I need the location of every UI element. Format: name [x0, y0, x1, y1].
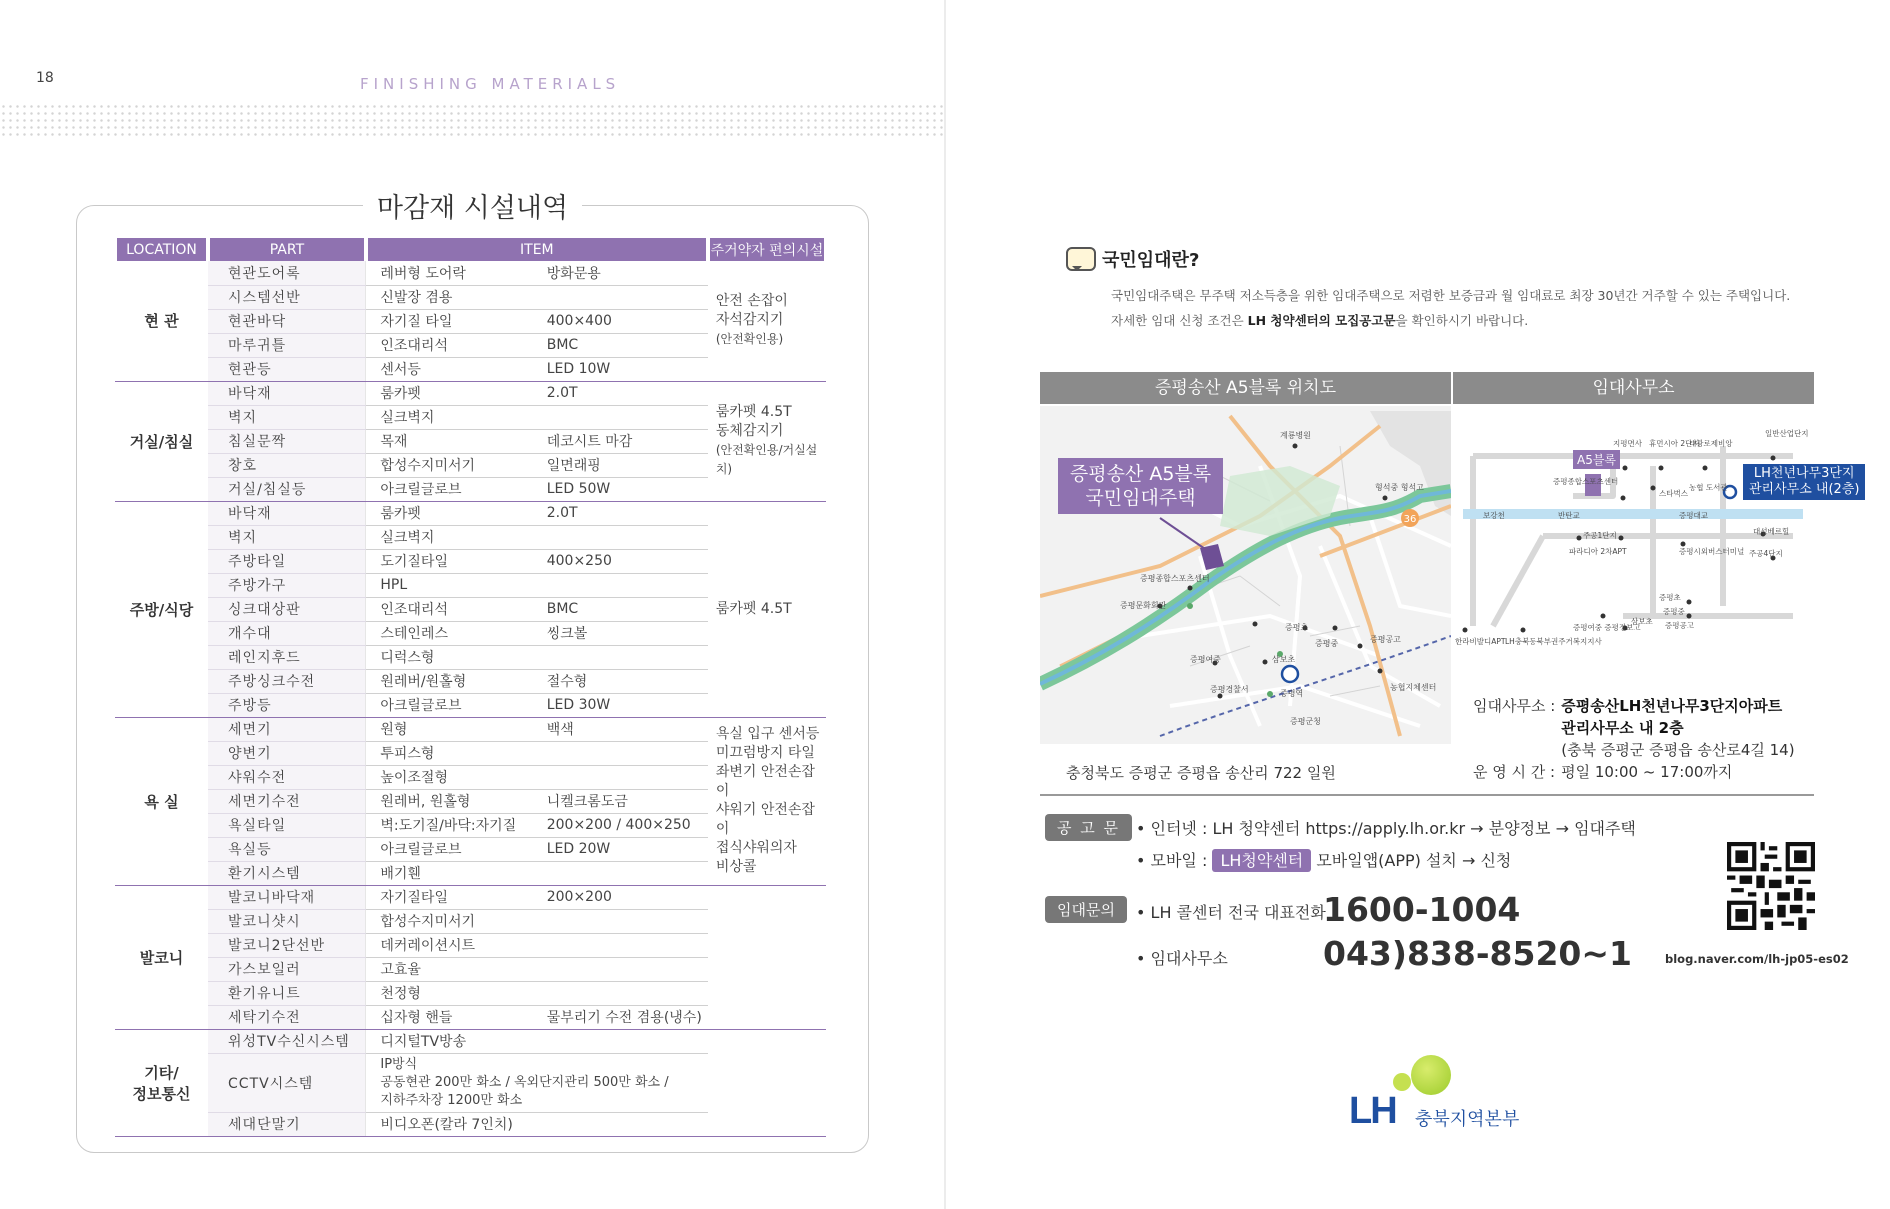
part-cell: 환기시스템	[208, 861, 366, 885]
svg-text:주공1단지: 주공1단지	[1583, 531, 1617, 540]
table-header-row	[115, 238, 826, 261]
convenience-item: 접식샤워의자	[715, 840, 797, 856]
panel-title: 마감재 시설내역	[0, 186, 945, 225]
part-cell: 발코니바닥재	[208, 885, 366, 909]
table-row	[115, 381, 826, 405]
svg-text:증평공고: 증평공고	[1370, 635, 1401, 644]
svg-text:삼보초: 삼보초	[1272, 655, 1296, 664]
item-cell: 자기질 타일	[366, 309, 533, 333]
convenience-item: 비상콜	[715, 859, 757, 875]
convenience-item: 동체감지기	[715, 423, 784, 439]
item-spec-cell: BMC	[533, 597, 708, 621]
item-cell: 배기휀	[366, 861, 533, 885]
part-cell: 주방싱크수전	[208, 669, 366, 693]
item-cell: 신발장 겸용	[366, 285, 533, 309]
item-spec-cell: 니켈크롬도금	[533, 789, 708, 813]
svg-text:반탄교: 반탄교	[1558, 511, 1580, 520]
office-value-1: 증평송산LH천년나무3단지아파트	[1561, 697, 1783, 715]
svg-text:지평면사: 지평면사	[1613, 439, 1642, 448]
part-cell: 욕실타일	[208, 813, 366, 837]
part-cell: 발코니샷시	[208, 909, 366, 933]
location-cell: 욕 실	[115, 717, 208, 885]
item-spec-cell	[533, 1112, 708, 1136]
convenience-item: 좌변기 안전손잡이	[715, 764, 815, 799]
part-cell: 주방타일	[208, 549, 366, 573]
item-cell: 고효율	[366, 957, 533, 981]
part-cell: 거실/침실등	[208, 477, 366, 501]
header-item: ITEM	[366, 238, 708, 261]
svg-text:증평대교: 증평대교	[1679, 511, 1708, 520]
item-cell: 아크릴글로브	[366, 693, 533, 717]
item-cell: 인조대리석	[366, 597, 533, 621]
item-cell: 원형	[366, 717, 533, 741]
item-cell: 인조대리석	[366, 333, 533, 357]
svg-text:증평종합스포츠센터: 증평종합스포츠센터	[1140, 574, 1210, 583]
part-cell: 개수대	[208, 621, 366, 645]
dot-pattern-divider	[0, 103, 945, 137]
item-cell: 목재	[366, 429, 533, 453]
item-cell: 합성수지미서기	[366, 453, 533, 477]
blog-url: blog.naver.com/lh-jp05-es02	[1665, 952, 1849, 966]
convenience-item: 룸카펫 4.5T	[715, 404, 792, 420]
item-cell: 아크릴글로브	[366, 477, 533, 501]
location-cell: 주방/식당	[115, 501, 208, 717]
part-cell: 주방등	[208, 693, 366, 717]
item-cell: 자기질타일	[366, 885, 533, 909]
item-cell: 벽:도기질/바닥:자기질	[366, 813, 533, 837]
item-spec-cell: 백색	[533, 717, 708, 741]
part-cell: 세대단말기	[208, 1112, 366, 1136]
item-spec-cell: 400×250	[533, 549, 708, 573]
svg-text:증평중: 증평중	[1663, 607, 1685, 616]
svg-text:삼보초: 삼보초	[1631, 617, 1653, 626]
item-cell: HPL	[366, 573, 533, 597]
item-cell: 데커레이션시트	[366, 933, 533, 957]
notice-pill: 공 고 문	[1045, 814, 1132, 841]
intro-line-2: 자세한 임대 신청 조건은 LH 청약센터의 모집공고문을 확인하시기 바랍니다.	[1111, 313, 1529, 328]
svg-text:대성베르힐: 대성베르힐	[1753, 527, 1790, 536]
item-spec-cell	[533, 741, 708, 765]
item-cell: 투피스형	[366, 741, 533, 765]
item-cell: 실크벽지	[366, 525, 533, 549]
svg-text:형석중 형석고: 형석중 형석고	[1375, 483, 1424, 492]
table-body	[115, 261, 826, 1136]
part-cell: 현관등	[208, 357, 366, 381]
item-cell: 룸카펫	[366, 381, 533, 405]
svg-text:증평경찰서: 증평경찰서	[1210, 685, 1249, 694]
svg-text:증평공고: 증평공고	[1665, 621, 1694, 630]
item-spec-cell	[533, 1029, 708, 1053]
svg-text:농협 도서관: 농협 도서관	[1689, 483, 1728, 492]
item-spec-cell	[533, 909, 708, 933]
part-cell: 욕실등	[208, 837, 366, 861]
svg-text:주공4단지: 주공4단지	[1749, 549, 1783, 558]
office-value-2: 관리사무소 내 2층	[1561, 719, 1684, 737]
part-cell: 싱크대상판	[208, 597, 366, 621]
item-spec-cell	[533, 933, 708, 957]
item-spec-cell: 200×200	[533, 885, 708, 909]
convenience-cell	[708, 381, 826, 501]
part-cell: 샤워수전	[208, 765, 366, 789]
table-row	[115, 261, 826, 285]
inquiry-call-number: 1600-1004	[1323, 890, 1521, 929]
table-row	[115, 1029, 826, 1053]
location-cell: 발코니	[115, 885, 208, 1029]
convenience-cell	[708, 261, 826, 381]
part-cell: 침실문짝	[208, 429, 366, 453]
part-cell: 발코니2단선반	[208, 933, 366, 957]
item-cell: 아크릴글로브	[366, 837, 533, 861]
svg-text:증평역: 증평역	[1280, 689, 1304, 698]
part-cell: CCTV시스템	[208, 1053, 366, 1112]
convenience-cell	[708, 885, 826, 1029]
part-cell: 마루귀틀	[208, 333, 366, 357]
svg-text:대광로제비앙: 대광로제비앙	[1689, 439, 1733, 448]
item-cell: 십자형 핸들	[366, 1005, 533, 1029]
location-cell: 현 관	[115, 261, 208, 381]
item-cell: 천정형	[366, 981, 533, 1005]
intro-line-1: 국민임대주택은 무주택 저소득층을 위한 임대주택으로 저렴한 보증금과 월 임대료로 최장 30년간 거주할 수 있는 주택입니다.	[1111, 288, 1791, 303]
item-cell: 비디오폰(칼라 7인치)	[366, 1112, 533, 1136]
part-cell: 위성TV수신시스템	[208, 1029, 366, 1053]
office-site-label: A5블록	[1573, 450, 1620, 469]
intro-heading-text: 국민임대란?	[1102, 250, 1200, 271]
item-cell: 디럭스형	[366, 645, 533, 669]
convenience-item: 안전 손잡이	[715, 293, 788, 310]
item-spec-cell: LED 10W	[533, 357, 708, 381]
logo-text: 충북지역본부	[1415, 1109, 1520, 1130]
tab-location-map: 증평송산 A5블록 위치도	[1040, 372, 1451, 404]
item-spec-cell: LED 30W	[533, 693, 708, 717]
svg-text:농협지체센터: 농협지체센터	[1390, 683, 1437, 692]
table-row	[115, 717, 826, 741]
item-cell: 높이조절형	[366, 765, 533, 789]
logo-mark: LH	[1349, 1090, 1396, 1132]
office-label: 임대사무소 :	[1473, 697, 1556, 715]
hours-value: 평일 10:00 ~ 17:00까지	[1561, 763, 1733, 781]
station-marker	[1282, 666, 1298, 682]
svg-text:스타벅스: 스타벅스	[1659, 489, 1688, 498]
item-cell: 스테인레스	[366, 621, 533, 645]
svg-text:파라디아 2차APT: 파라디아 2차APT	[1569, 547, 1627, 556]
item-cell: 룸카펫	[366, 501, 533, 525]
location-cell: 기타/ 정보통신	[115, 1029, 208, 1136]
speech-bubble-icon	[1066, 247, 1096, 271]
item-spec-cell: 200×200 / 400×250	[533, 813, 708, 837]
part-cell: 현관바닥	[208, 309, 366, 333]
notice-mobile: • 모바일 : LH청약센터 모바일앱(APP) 설치 → 신청	[1136, 851, 1512, 870]
convenience-item: (안전확인용)	[715, 332, 784, 347]
svg-text:휴먼시아 2단지: 휴먼시아 2단지	[1649, 439, 1700, 448]
item-spec-cell: BMC	[533, 333, 708, 357]
svg-text:증평시외버스터미널: 증평시외버스터미널	[1679, 547, 1745, 556]
convenience-cell	[708, 501, 826, 717]
part-cell: 세탁기수전	[208, 1005, 366, 1029]
part-cell: 가스보일러	[208, 957, 366, 981]
part-cell: 창호	[208, 453, 366, 477]
convenience-item: 미끄럼방지 타일	[715, 745, 815, 761]
item-cell: 원레버/원홀형	[366, 669, 533, 693]
item-spec-cell: 절수형	[533, 669, 708, 693]
svg-text:36: 36	[1403, 514, 1417, 525]
item-spec-cell	[533, 765, 708, 789]
item-spec-cell	[533, 573, 708, 597]
item-cell: 레버형 도어락	[366, 261, 533, 285]
item-spec-cell: LED 20W	[533, 837, 708, 861]
item-spec-cell: 방화문용	[533, 261, 708, 285]
svg-text:일반산업단지: 일반산업단지	[1765, 429, 1809, 438]
svg-text:보강천: 보강천	[1483, 511, 1505, 520]
svg-text:증평여중 증평정보고: 증평여중 증평정보고	[1573, 623, 1641, 632]
svg-text:증평여중: 증평여중	[1190, 655, 1221, 664]
item-cell: 센서등	[366, 357, 533, 381]
svg-text:증평군청: 증평군청	[1290, 717, 1321, 726]
item-spec-cell: 데코시트 마감	[533, 429, 708, 453]
office-value-3: (충북 증평군 증평읍 송산로4길 14)	[1561, 741, 1795, 759]
item-spec-cell: 2.0T	[533, 501, 708, 525]
item-spec-cell: 씽크볼	[533, 621, 708, 645]
part-cell: 레인지후드	[208, 645, 366, 669]
convenience-cell	[708, 1029, 826, 1136]
svg-text:한라비발디APT: 한라비발디APT	[1455, 637, 1506, 646]
lh-app-tag: LH청약센터	[1212, 849, 1311, 872]
inquiry-office-label: • 임대사무소	[1136, 949, 1228, 968]
header-part: PART	[208, 238, 366, 261]
inquiry-office-number: 043)838-8520~1	[1323, 934, 1633, 973]
inquiry-call-label: • LH 콜센터 전국 대표전화	[1136, 903, 1326, 922]
part-cell: 현관도어록	[208, 261, 366, 285]
item-spec-cell: 400×400	[533, 309, 708, 333]
header-convenience: 주거약자 편의시설	[708, 238, 826, 261]
inquiry-pill: 임대문의	[1045, 896, 1127, 923]
convenience-cell	[708, 717, 826, 885]
convenience-item: 욕실 입구 센서등	[715, 726, 820, 742]
table-row	[115, 501, 826, 525]
section-tag: FINISHING MATERIALS	[360, 75, 621, 93]
header-location: LOCATION	[115, 238, 208, 261]
table-row	[115, 885, 826, 909]
item-spec-cell	[533, 981, 708, 1005]
item-spec-cell	[533, 861, 708, 885]
intro-heading	[1066, 246, 1199, 272]
item-cell: IP방식 공동현관 200만 화소 / 옥외단지관리 500만 화소 / 지하주차장 1200만 화소	[366, 1053, 708, 1112]
svg-text:증평종합스포츠센터: 증평종합스포츠센터	[1553, 477, 1619, 486]
part-cell: 바닥재	[208, 381, 366, 405]
part-cell: 바닥재	[208, 501, 366, 525]
part-cell: 주방가구	[208, 573, 366, 597]
svg-text:LH충북동북부권주거복지지사: LH충북동북부권주거복지지사	[1505, 637, 1602, 646]
intro-body	[1111, 283, 1790, 333]
office-map	[1453, 406, 1814, 666]
item-spec-cell	[533, 405, 708, 429]
office-callout: LH천년나무3단지 관리사무소 내(2층)	[1743, 464, 1865, 500]
item-cell: 디지털TV방송	[366, 1029, 533, 1053]
convenience-item: (안전확인용/거실설치)	[715, 443, 818, 476]
item-spec-cell: 2.0T	[533, 381, 708, 405]
part-cell: 양변기	[208, 741, 366, 765]
page-number: 18	[36, 70, 54, 86]
part-cell: 시스템선반	[208, 285, 366, 309]
map-address: 충청북도 증평군 증평읍 송산리 722 일원	[1066, 764, 1336, 782]
notice-divider	[1040, 794, 1814, 796]
part-cell: 환기유니트	[208, 981, 366, 1005]
part-cell: 벽지	[208, 525, 366, 549]
logo-ball-icon	[1411, 1055, 1451, 1095]
notice-internet: • 인터넷 : LH 청약센터 https://apply.lh.or.kr → 분양정보 → 임대주택	[1136, 819, 1636, 838]
part-cell: 세면기	[208, 717, 366, 741]
item-spec-cell	[533, 957, 708, 981]
item-spec-cell	[533, 645, 708, 669]
part-cell: 벽지	[208, 405, 366, 429]
item-cell: 원레버, 원홀형	[366, 789, 533, 813]
item-spec-cell: LED 50W	[533, 477, 708, 501]
finishing-materials-table	[113, 238, 828, 1137]
site-callout: 증평송산 A5블록 국민임대주택	[1058, 458, 1223, 514]
convenience-item: 샤워기 안전손잡이	[715, 802, 815, 837]
svg-text:증평초: 증평초	[1285, 623, 1309, 632]
logo-ball-small-icon	[1393, 1073, 1411, 1091]
svg-text:증평문화회관: 증평문화회관	[1120, 601, 1167, 610]
convenience-item: 자석감지기	[715, 312, 784, 329]
part-cell: 세면기수전	[208, 789, 366, 813]
page-gutter	[944, 0, 946, 1209]
item-cell: 실크벽지	[366, 405, 533, 429]
convenience-item: 룸카펫 4.5T	[715, 600, 792, 617]
item-spec-cell	[533, 525, 708, 549]
location-cell: 거실/침실	[115, 381, 208, 501]
item-spec-cell: 일면래핑	[533, 453, 708, 477]
svg-text:계룡병원: 계룡병원	[1280, 431, 1311, 440]
qr-code-icon	[1727, 842, 1815, 930]
svg-text:증평초: 증평초	[1659, 593, 1681, 602]
item-cell: 합성수지미서기	[366, 909, 533, 933]
item-spec-cell: 물부리기 수전 겸용(냉수)	[533, 1005, 708, 1029]
svg-text:증평중: 증평중	[1315, 639, 1339, 648]
item-cell: 도기질타일	[366, 549, 533, 573]
item-spec-cell	[533, 285, 708, 309]
hours-label: 운 영 시 간 :	[1473, 763, 1556, 781]
tab-rental-office: 임대사무소	[1453, 372, 1814, 404]
office-info	[1473, 695, 1795, 783]
